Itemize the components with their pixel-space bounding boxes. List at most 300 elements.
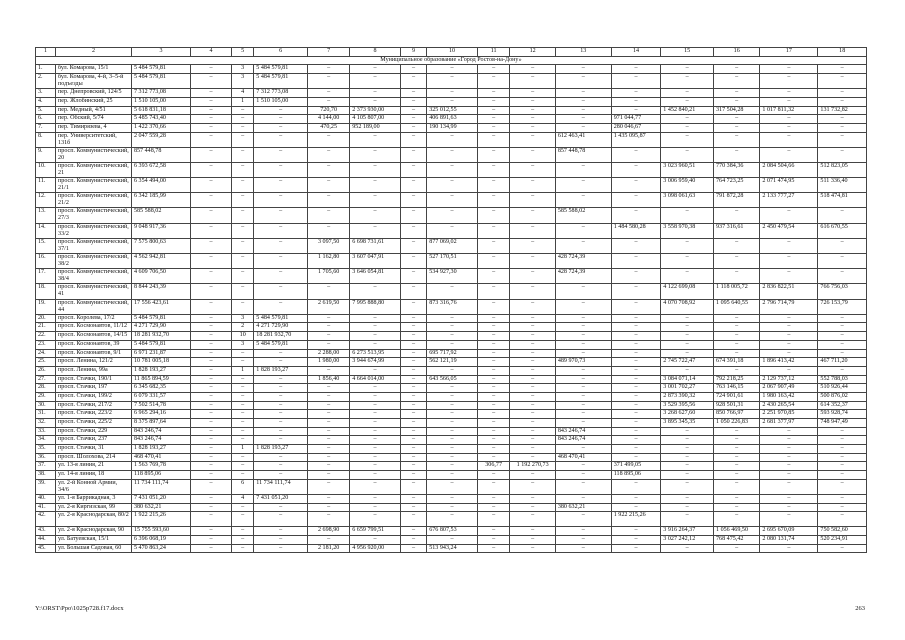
value-cell: 2 129 737,12 <box>760 375 818 384</box>
value-cell: 843 246,74 <box>555 436 611 445</box>
value-cell: – <box>254 544 308 553</box>
address-cell: просп. Стачки, 197 <box>56 384 132 393</box>
value-cell: – <box>760 132 818 147</box>
row-number-cell: 25. <box>36 358 56 367</box>
value-cell: – <box>400 503 426 512</box>
value-cell: – <box>510 384 555 393</box>
value-cell: – <box>400 544 426 553</box>
row-number-cell: 18. <box>36 284 56 299</box>
value-cell: – <box>232 544 254 553</box>
value-cell: – <box>400 427 426 436</box>
value-cell: – <box>254 269 308 284</box>
value-cell: – <box>818 503 867 512</box>
value-cell: 4 070 708,92 <box>661 299 714 314</box>
value-cell: – <box>400 436 426 445</box>
value-cell: – <box>232 436 254 445</box>
value-cell: – <box>661 208 714 223</box>
table-row <box>36 544 867 553</box>
value-cell: – <box>191 384 232 393</box>
value-cell: – <box>611 349 661 358</box>
municipality-row <box>36 56 867 65</box>
column-number-header: 10 <box>427 48 478 57</box>
value-cell: 2 288,00 <box>308 349 350 358</box>
value-cell: – <box>510 97 555 106</box>
value-cell: – <box>611 419 661 428</box>
value-cell: – <box>191 178 232 193</box>
value-cell: – <box>611 503 661 512</box>
value-cell: 1 828 193,27 <box>254 445 308 454</box>
value-cell: – <box>308 284 350 299</box>
value-cell: – <box>191 427 232 436</box>
value-cell: 468 470,41 <box>131 453 190 462</box>
table-row <box>36 223 867 238</box>
address-cell: просп. Коммунистический, 21/1 <box>56 178 132 193</box>
value-cell: – <box>477 358 510 367</box>
value-cell: – <box>477 115 510 124</box>
value-cell: 6 393 672,58 <box>131 162 190 177</box>
value-cell: 1 017 811,32 <box>760 106 818 115</box>
value-cell: – <box>427 366 478 375</box>
value-cell: – <box>308 208 350 223</box>
table-row <box>36 445 867 454</box>
value-cell: – <box>818 115 867 124</box>
value-cell: – <box>191 471 232 480</box>
value-cell: – <box>400 162 426 177</box>
value-cell: 6 698 731,61 <box>350 238 401 253</box>
address-cell: ул. 13-я линия, 21 <box>56 462 132 471</box>
value-cell: – <box>510 269 555 284</box>
value-cell: – <box>232 427 254 436</box>
value-cell: – <box>308 162 350 177</box>
value-cell: – <box>760 124 818 133</box>
value-cell: – <box>191 512 232 527</box>
value-cell: – <box>350 392 401 401</box>
value-cell: 792 218,25 <box>714 375 760 384</box>
row-number-cell: 38. <box>36 471 56 480</box>
value-cell: – <box>254 419 308 428</box>
value-cell: – <box>427 65 478 74</box>
value-cell: – <box>555 332 611 341</box>
value-cell: 843 246,74 <box>131 427 190 436</box>
value-cell: – <box>400 375 426 384</box>
value-cell: 1 056 469,50 <box>714 527 760 536</box>
table-row <box>36 410 867 419</box>
address-cell: пер. Обский, 5/74 <box>56 115 132 124</box>
value-cell: – <box>510 349 555 358</box>
value-cell: – <box>350 323 401 332</box>
value-cell: – <box>254 124 308 133</box>
value-cell: 518 474,81 <box>818 193 867 208</box>
value-cell: – <box>818 340 867 349</box>
value-cell: 4 609 706,50 <box>131 269 190 284</box>
value-cell: – <box>254 436 308 445</box>
row-number-cell: 13. <box>36 208 56 223</box>
value-cell: 527 170,51 <box>427 254 478 269</box>
row-number-cell: 42. <box>36 512 56 527</box>
value-cell: – <box>760 436 818 445</box>
value-cell: – <box>661 97 714 106</box>
value-cell: – <box>555 97 611 106</box>
value-cell: – <box>611 147 661 162</box>
address-cell: ул. 2-й Конной Армии, 34/6 <box>56 479 132 494</box>
value-cell: – <box>818 427 867 436</box>
table-row <box>36 527 867 536</box>
value-cell: 325 012,55 <box>427 106 478 115</box>
row-number-cell: 12. <box>36 193 56 208</box>
value-cell: – <box>232 471 254 480</box>
value-cell: – <box>254 162 308 177</box>
value-cell: 4 562 942,81 <box>131 254 190 269</box>
value-cell: – <box>400 410 426 419</box>
value-cell: 1 422 370,66 <box>131 124 190 133</box>
value-cell: 5 484 579,81 <box>131 340 190 349</box>
value-cell: – <box>400 89 426 98</box>
address-cell: просп. Коммунистический, 37/1 <box>56 238 132 253</box>
value-cell: – <box>818 74 867 89</box>
value-cell: – <box>350 479 401 494</box>
header-row <box>36 48 867 57</box>
address-cell: ул. 1-я Баррикадная, 3 <box>56 494 132 503</box>
value-cell: – <box>308 427 350 436</box>
value-cell: – <box>510 284 555 299</box>
value-cell: – <box>714 269 760 284</box>
value-cell: – <box>555 223 611 238</box>
value-cell: – <box>477 512 510 527</box>
value-cell: – <box>350 314 401 323</box>
value-cell: – <box>477 332 510 341</box>
value-cell: 380 632,21 <box>131 503 190 512</box>
value-cell: – <box>427 536 478 545</box>
value-cell: – <box>611 527 661 536</box>
column-number-header: 5 <box>232 48 254 57</box>
value-cell: 511 336,40 <box>818 178 867 193</box>
address-cell: ул. Батуевская, 15/1 <box>56 536 132 545</box>
row-number-cell: 15. <box>36 238 56 253</box>
value-cell: – <box>308 323 350 332</box>
value-cell: – <box>760 340 818 349</box>
table-row <box>36 332 867 341</box>
value-cell: – <box>477 132 510 147</box>
value-cell: – <box>254 453 308 462</box>
value-cell: – <box>191 401 232 410</box>
value-cell: – <box>510 332 555 341</box>
value-cell: 2 698,90 <box>308 527 350 536</box>
row-number-cell: 1. <box>36 65 56 74</box>
row-number-cell: 17. <box>36 269 56 284</box>
value-cell: 7 502 514,78 <box>131 401 190 410</box>
value-cell: – <box>510 358 555 367</box>
value-cell: – <box>400 340 426 349</box>
value-cell: 1 922 215,26 <box>611 512 661 527</box>
value-cell: 2 071 474,95 <box>760 178 818 193</box>
value-cell: – <box>427 401 478 410</box>
value-cell: – <box>427 445 478 454</box>
row-number-cell: 26. <box>36 366 56 375</box>
value-cell: – <box>611 254 661 269</box>
value-cell: – <box>510 419 555 428</box>
value-cell: – <box>232 162 254 177</box>
value-cell: 1 980,00 <box>308 358 350 367</box>
value-cell: – <box>191 527 232 536</box>
table-row <box>36 427 867 436</box>
value-cell: – <box>661 479 714 494</box>
value-cell: 1 118 005,72 <box>714 284 760 299</box>
value-cell: 857 448,78 <box>555 147 611 162</box>
value-cell: – <box>555 106 611 115</box>
value-cell: – <box>400 208 426 223</box>
value-cell: – <box>254 358 308 367</box>
value-cell: – <box>400 147 426 162</box>
value-cell: 5 484 579,81 <box>254 340 308 349</box>
value-cell: – <box>510 147 555 162</box>
value-cell: 6 345 682,35 <box>131 384 190 393</box>
value-cell: 7 995 888,80 <box>350 299 401 314</box>
value-cell: – <box>661 436 714 445</box>
value-cell: – <box>254 536 308 545</box>
value-cell: – <box>400 178 426 193</box>
value-cell: – <box>661 445 714 454</box>
table-row <box>36 97 867 106</box>
address-cell: просп. Ленина, 99а <box>56 366 132 375</box>
value-cell: – <box>400 392 426 401</box>
value-cell: – <box>400 471 426 480</box>
value-cell: 1 922 215,26 <box>131 512 190 527</box>
value-cell: – <box>611 162 661 177</box>
value-cell: – <box>611 332 661 341</box>
value-cell: 763 146,15 <box>714 384 760 393</box>
value-cell: – <box>818 512 867 527</box>
row-number-cell: 45. <box>36 544 56 553</box>
value-cell: – <box>308 536 350 545</box>
value-cell: – <box>427 147 478 162</box>
value-cell: 3 084 071,14 <box>661 375 714 384</box>
value-cell: – <box>400 254 426 269</box>
value-cell: 857 448,78 <box>131 147 190 162</box>
value-cell: – <box>427 419 478 428</box>
value-cell: – <box>427 223 478 238</box>
value-cell: – <box>191 453 232 462</box>
value-cell: – <box>555 401 611 410</box>
value-cell: 534 927,30 <box>427 269 478 284</box>
value-cell: – <box>477 299 510 314</box>
value-cell: – <box>308 410 350 419</box>
table-row <box>36 193 867 208</box>
value-cell: – <box>427 471 478 480</box>
value-cell: – <box>661 340 714 349</box>
value-cell: – <box>611 65 661 74</box>
value-cell: – <box>760 462 818 471</box>
value-cell: 2 047 559,28 <box>131 132 190 147</box>
value-cell: – <box>510 392 555 401</box>
value-cell: 468 470,41 <box>555 453 611 462</box>
value-cell: – <box>510 208 555 223</box>
value-cell: – <box>477 494 510 503</box>
value-cell: – <box>254 284 308 299</box>
value-cell: – <box>555 536 611 545</box>
value-cell: – <box>760 544 818 553</box>
value-cell: 750 582,60 <box>818 527 867 536</box>
value-cell: 4 664 014,00 <box>350 375 401 384</box>
value-cell: 2 695 670,09 <box>760 527 818 536</box>
value-cell: 15 755 593,60 <box>131 527 190 536</box>
value-cell: 6 354 494,00 <box>131 178 190 193</box>
value-cell: – <box>427 323 478 332</box>
value-cell: – <box>661 314 714 323</box>
column-number-header: 11 <box>477 48 510 57</box>
table-row <box>36 536 867 545</box>
value-cell: – <box>818 314 867 323</box>
table-row <box>36 512 867 527</box>
value-cell: – <box>611 401 661 410</box>
value-cell: – <box>555 479 611 494</box>
value-cell: – <box>191 479 232 494</box>
column-number-header: 17 <box>760 48 818 57</box>
table-row <box>36 115 867 124</box>
value-cell: – <box>760 366 818 375</box>
value-cell: – <box>661 65 714 74</box>
value-cell: – <box>611 97 661 106</box>
municipality-label: Муниципальное образование «Город Ростов-на-Дону» <box>36 56 867 65</box>
value-cell: – <box>350 193 401 208</box>
value-cell: – <box>400 299 426 314</box>
row-number-cell: 37. <box>36 462 56 471</box>
value-cell: – <box>510 453 555 462</box>
row-number-cell: 3. <box>36 89 56 98</box>
value-cell: – <box>510 106 555 115</box>
value-cell: – <box>661 512 714 527</box>
address-cell: пер. Днепровский, 124/5 <box>56 89 132 98</box>
value-cell: 9 048 917,36 <box>131 223 190 238</box>
value-cell: – <box>191 124 232 133</box>
value-cell: – <box>254 254 308 269</box>
value-cell: – <box>308 132 350 147</box>
table-row <box>36 494 867 503</box>
value-cell: – <box>191 254 232 269</box>
value-cell: 1 435 095,87 <box>611 132 661 147</box>
value-cell: – <box>191 332 232 341</box>
value-cell: – <box>308 178 350 193</box>
value-cell: – <box>254 349 308 358</box>
value-cell: – <box>555 74 611 89</box>
value-cell: – <box>232 208 254 223</box>
value-cell: 3 <box>232 314 254 323</box>
value-cell: – <box>427 208 478 223</box>
value-cell: 512 823,05 <box>818 162 867 177</box>
value-cell: – <box>254 193 308 208</box>
value-cell: 18 281 932,70 <box>254 332 308 341</box>
value-cell: 552 788,03 <box>818 375 867 384</box>
value-cell: – <box>818 494 867 503</box>
value-cell: – <box>400 323 426 332</box>
value-cell: 585 588,02 <box>131 208 190 223</box>
value-cell: 3 646 054,81 <box>350 269 401 284</box>
value-cell: – <box>760 254 818 269</box>
value-cell: – <box>510 223 555 238</box>
row-number-cell: 39. <box>36 479 56 494</box>
column-number-header: 7 <box>308 48 350 57</box>
value-cell: – <box>661 544 714 553</box>
column-number-header: 6 <box>254 48 308 57</box>
value-cell: – <box>191 132 232 147</box>
value-cell: – <box>661 503 714 512</box>
value-cell: 3 001 702,27 <box>661 384 714 393</box>
table-row <box>36 462 867 471</box>
row-number-cell: 28. <box>36 384 56 393</box>
value-cell: – <box>760 65 818 74</box>
value-cell: – <box>254 299 308 314</box>
value-cell: 4 <box>232 89 254 98</box>
value-cell: – <box>308 366 350 375</box>
value-cell: – <box>555 340 611 349</box>
value-cell: 6 659 799,51 <box>350 527 401 536</box>
value-cell: – <box>510 254 555 269</box>
value-cell: – <box>350 89 401 98</box>
value-cell: – <box>818 147 867 162</box>
row-number-cell: 43. <box>36 527 56 536</box>
value-cell: – <box>400 269 426 284</box>
value-cell: – <box>477 419 510 428</box>
row-number-cell: 27. <box>36 375 56 384</box>
row-number-cell: 11. <box>36 178 56 193</box>
table-row <box>36 147 867 162</box>
value-cell: – <box>191 445 232 454</box>
value-cell: – <box>477 436 510 445</box>
value-cell: 850 766,97 <box>714 410 760 419</box>
column-number-header: 18 <box>818 48 867 57</box>
value-cell: 2 133 777,27 <box>760 193 818 208</box>
value-cell: – <box>400 97 426 106</box>
address-cell: ул. Большая Садовая, 60 <box>56 544 132 553</box>
value-cell: 2 450 479,54 <box>760 223 818 238</box>
value-cell: – <box>350 410 401 419</box>
value-cell: – <box>818 208 867 223</box>
value-cell: 643 566,05 <box>427 375 478 384</box>
value-cell: 11 734 111,74 <box>131 479 190 494</box>
value-cell: 1 484 580,28 <box>611 223 661 238</box>
value-cell: 2 084 504,66 <box>760 162 818 177</box>
table-row <box>36 471 867 480</box>
value-cell: – <box>510 366 555 375</box>
value-cell: – <box>510 436 555 445</box>
row-number-cell: 41. <box>36 503 56 512</box>
value-cell: – <box>555 527 611 536</box>
value-cell: – <box>714 208 760 223</box>
value-cell: – <box>232 453 254 462</box>
value-cell: – <box>611 323 661 332</box>
value-cell: 2 681 377,97 <box>760 419 818 428</box>
value-cell: 4 144,00 <box>308 115 350 124</box>
value-cell: – <box>714 462 760 471</box>
value-cell: – <box>308 479 350 494</box>
value-cell: – <box>818 445 867 454</box>
address-cell: просп. Стачки, 31 <box>56 445 132 454</box>
value-cell: – <box>400 115 426 124</box>
value-cell: 1 705,60 <box>308 269 350 284</box>
value-cell: – <box>427 512 478 527</box>
value-cell: 3 607 047,91 <box>350 254 401 269</box>
row-number-cell: 19. <box>36 299 56 314</box>
value-cell: – <box>400 332 426 341</box>
value-cell: – <box>400 462 426 471</box>
value-cell: – <box>400 445 426 454</box>
value-cell: – <box>191 74 232 89</box>
row-number-cell: 24. <box>36 349 56 358</box>
row-number-cell: 32. <box>36 419 56 428</box>
value-cell: – <box>510 314 555 323</box>
value-cell: – <box>818 132 867 147</box>
column-number-header: 14 <box>611 48 661 57</box>
value-cell: – <box>232 115 254 124</box>
